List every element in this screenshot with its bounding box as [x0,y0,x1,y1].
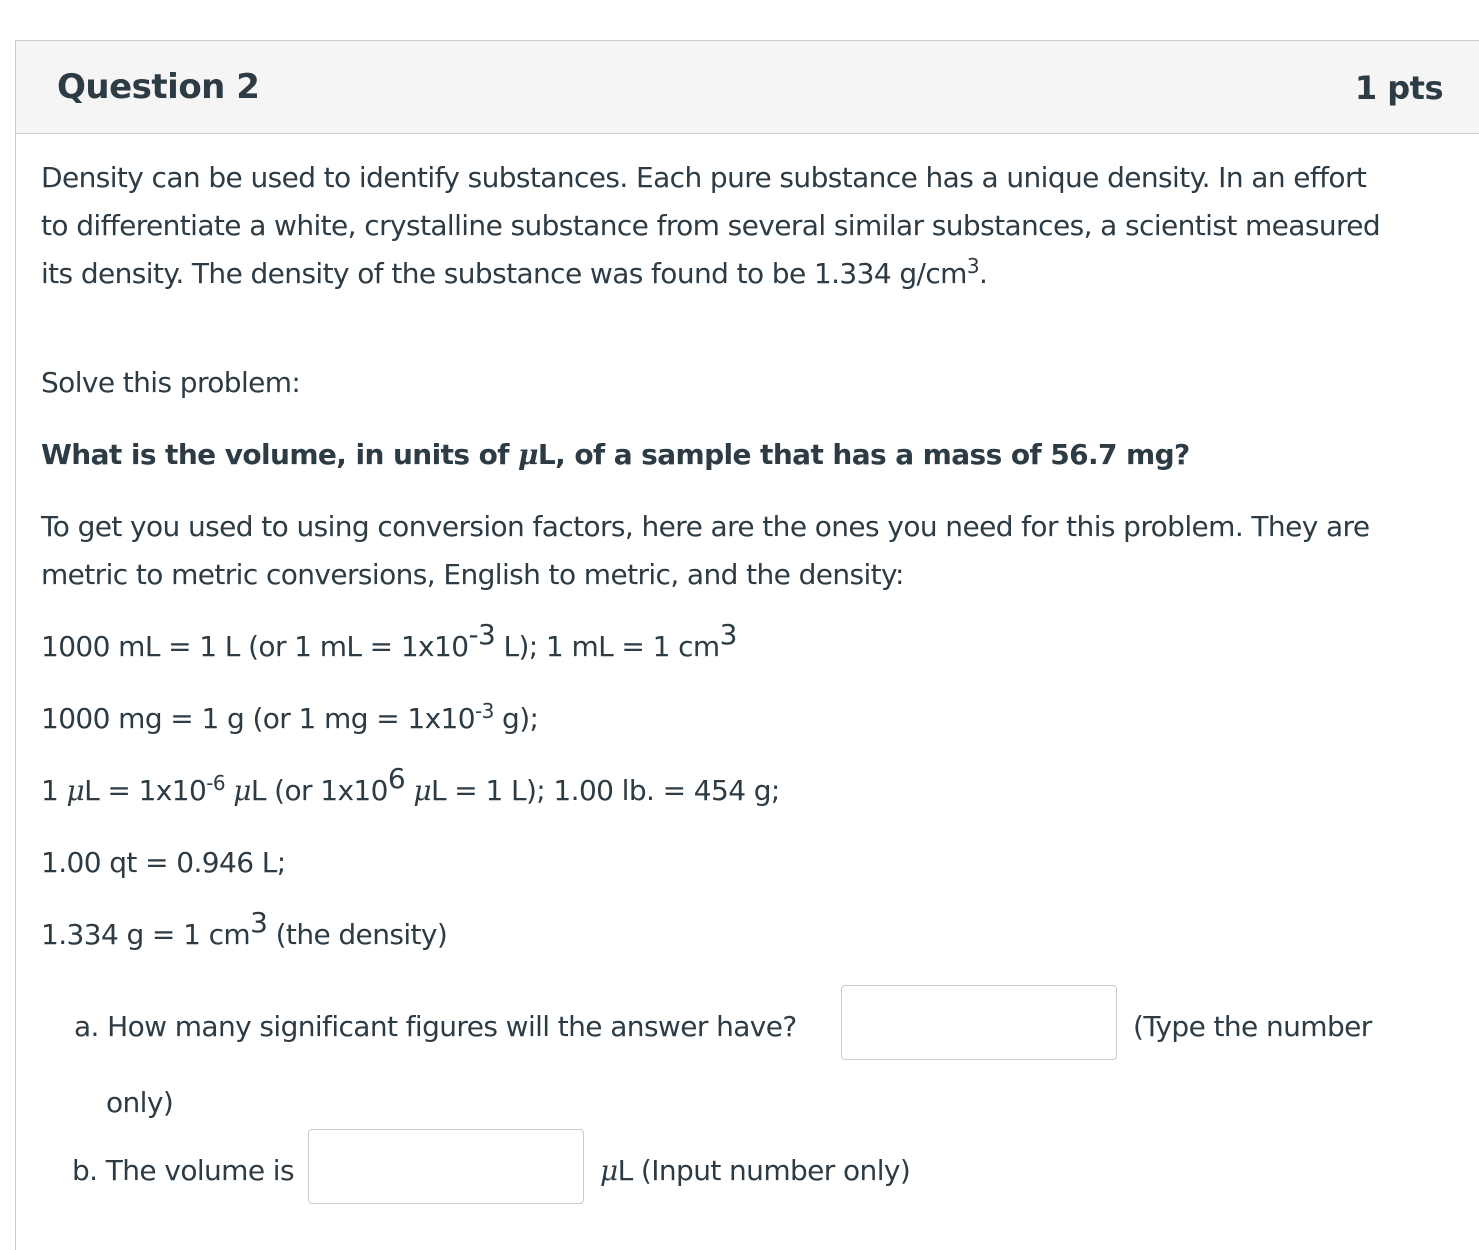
conversion-intro-line-2: metric to metric conversions, English to metric, and the density: [41,558,904,591]
question-points: 1 pts [1354,69,1443,107]
intro-line-1: Density can be used to identify substances. Each pure substance has a unique density. In an effort [41,161,1367,194]
conversion-quart: 1.00 qt = 0.946 L; [41,846,286,879]
solve-label: Solve this problem: [41,366,301,399]
part-a-label: a. How many significant figures will the answer have? [74,1010,797,1043]
conversion-volume: 1000 mL = 1 L (or 1 mL = $1x10^{-3}$ L); 1 mL = 1 $cm^3$ [41,618,737,663]
question-intro [41,154,1441,298]
part-a-hint-line-2: only) [106,1086,174,1119]
intro-line-2: to differentiate a white, crystalline substance from several similar substances, a scientist measured [41,209,1381,242]
question-title: Question 2 [57,67,260,107]
conversion-mass: 1000 mg = 1 g (or 1 mg = $1x10^{-3}$ g); [41,699,539,735]
part-a-answer-input[interactable] [841,985,1117,1060]
conversion-density: 1.334 g = 1 $cm^3$ (the density) [41,906,448,951]
question-prompt: What is the volume, in units of μL, of a sample that has a mass of 56.7 mg? [41,438,1190,471]
part-a-hint-line-1: (Type the number [1133,1010,1372,1043]
conversion-intro-line-1: To get you used to using conversion factors, here are the ones you need for this problem. They are [41,510,1370,543]
part-b-label: b. The volume is [72,1154,294,1187]
question-header [16,41,1479,134]
conversion-microliter: 1 $\mu L = 1x10^{-6}$ μL (or $1x10^6$ μL = 1 L); 1.00 lb. = 454 g; [41,762,780,807]
intro-line-3: its density. The density of the substance was found to be 1.334 $g/cm^3$. [41,254,988,290]
part-b-answer-input[interactable] [308,1129,584,1204]
part-b-unit-hint: μL (Input number only) [600,1154,911,1187]
